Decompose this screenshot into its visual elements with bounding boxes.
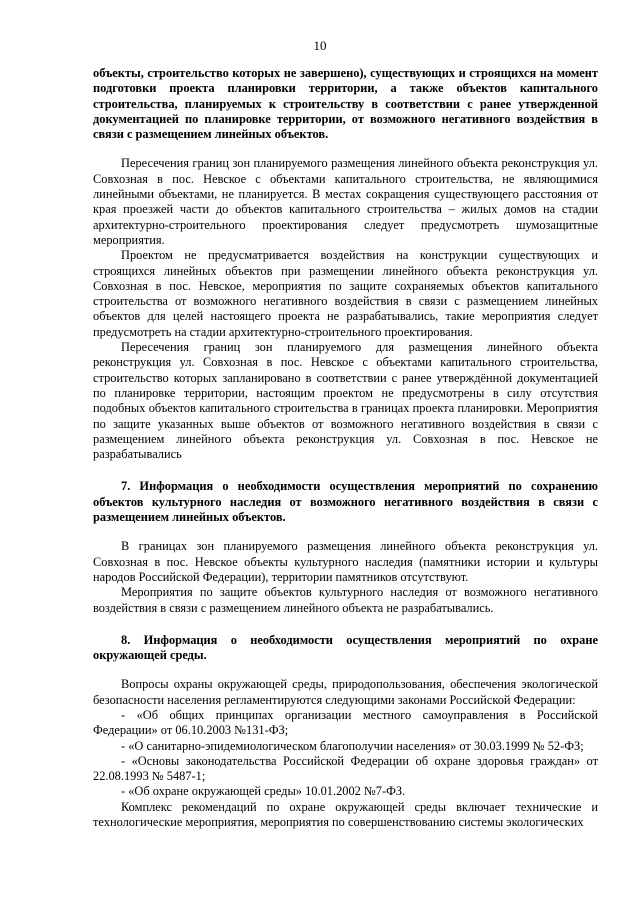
law-list-item: - «Об охране окружающей среды» 10.01.2002 №7-ФЗ.: [121, 784, 406, 799]
law-list-item: - «Об общих принципах организации местного самоуправления в Российской Федерации» от 06.10.2003 №131-ФЗ;: [93, 707, 598, 738]
paragraph: Комплекс рекомендаций по охране окружающей среды включает технические и технологические мероприятия, мероприятия по совершенствованию системы экологических: [93, 799, 598, 830]
page-content: [93, 66, 598, 830]
paragraph: Мероприятия по защите объектов культурного наследия от возможного негативного воздействия в связи с размещением линейного объекта не разрабатывались.: [93, 585, 598, 615]
paragraph: Проектом не предусматривается воздействия на конструкции существующих и строящихся линейных объектов при размещении линейного объекта реконструкция ул. Совхозная в пос. Невское, мероприятия по защите сохраняемых объектов капитального строительства от возможного негативного воздействия в связи с размещением линейных объектов для целей настоящего проекта не разрабатывались, такие мероприятия следует предусмотреть на стадии архитектурно-строительного проектирования.: [93, 248, 598, 339]
law-list-item: - «Основы законодательства Российской Федерации об охране здоровья граждан» от 22.08.1993 № 5487-1;: [93, 753, 598, 784]
law-list-item: - «О санитарно-эпидемиологическом благополучии населения» от 30.03.1999 № 52-ФЗ;: [121, 738, 584, 753]
paragraph: Пересечения границ зон планируемого для размещения линейного объекта реконструкция ул. Совхозная в пос. Невское с объектами капитального строительства, строительство которых запланировано в соответствии с ранее утверждённой документацией по планировке территории, настоящим проектом не предусмотрены в силу отсутствия подобных объектов капитального строительства в границах проекта планировки. Мероприятия по защите указанных выше объектов от возможного негативного воздействия в связи с размещением линейного объекта реконструкция ул. Совхозная в пос. Невское не разрабатывались: [93, 340, 598, 462]
section-heading-8: 8. Информация о необходимости осуществления мероприятий по охране окружающей среды.: [93, 632, 598, 663]
paragraph: В границах зон планируемого размещения линейного объекта реконструкция ул. Совхозная в пос. Невское объекты культурного наследия (памятники истории и культуры народов Российской Федерации), территории памятников отсутствуют.: [93, 539, 598, 584]
page-number: 10: [313, 38, 327, 53]
paragraph: Вопросы охраны окружающей среды, природопользования, обеспечения экологической безопасности населения регламентируются следующими законами Российской Федерации:: [93, 677, 598, 707]
intro-bold-paragraph: объекты, строительство которых не завершено), существующих и строящихся на момент подготовки проекта планировки территории, а также объектов капитального строительства, планируемых к строительству в соответствии с ранее утвержденной документацией по планировке территории, от возможного негативного воздействия в связи с размещением линейных объектов.: [93, 66, 598, 142]
section-heading-7: 7. Информация о необходимости осуществления мероприятий по сохранению объектов культурного наследия от возможного негативного воздействия в связи с размещением линейных объектов.: [93, 479, 598, 525]
paragraph: Пересечения границ зон планируемого размещения линейного объекта реконструкция ул. Совхозная в пос. Невское с объектами капитального строительства, не являющимися линейными объектами, не планируется. В местах сокращения существующего расстояния от края проезжей части до объектов капитального строительства – жилых домов на стадии архитектурно-строительного проектирования следует предусмотреть шумозащитные мероприятия.: [93, 156, 598, 247]
